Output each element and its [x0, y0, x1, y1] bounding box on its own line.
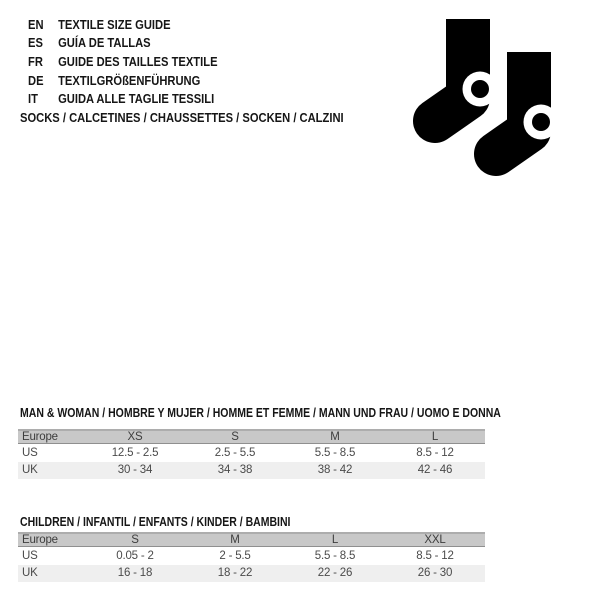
column-header-size: L: [431, 431, 439, 443]
language-code: EN: [28, 16, 44, 32]
heel-ring-inner: [532, 113, 550, 131]
language-row-it: [28, 89, 248, 108]
table-row-uk: [18, 462, 485, 480]
size-table-adult: [18, 429, 485, 479]
row-label: UK: [22, 464, 38, 477]
category-title-line: [20, 109, 396, 125]
size-value: 26 - 30: [417, 567, 453, 580]
column-header-size: M: [330, 431, 340, 443]
sock-back: [435, 19, 498, 121]
column-header-region: Europe: [22, 534, 58, 546]
column-header-region: Europe: [22, 431, 58, 443]
size-value: 2.5 - 5.5: [214, 446, 256, 459]
size-value: 12.5 - 2.5: [111, 446, 159, 459]
guide-title-en: TEXTILE SIZE GUIDE: [58, 16, 171, 32]
column-header-size: XS: [127, 431, 143, 443]
adult-table-title-line: [20, 405, 592, 421]
heel-ring-inner: [471, 80, 489, 98]
language-code: DE: [28, 72, 44, 88]
size-value: 8.5 - 12: [416, 446, 454, 459]
guide-title-de: TEXTILGRÖßENFÜHRUNG: [58, 72, 201, 88]
table-row-us: [18, 444, 485, 462]
guide-title-fr: GUIDE DES TAILLES TEXTILE: [58, 53, 218, 69]
language-list: [28, 15, 248, 108]
size-value: 38 - 42: [317, 464, 353, 477]
guide-title-es: GUÍA DE TALLAS: [58, 35, 151, 51]
sock-front: [496, 52, 559, 154]
guide-title-it: GUIDA ALLE TAGLIE TESSILI: [58, 91, 215, 107]
socks-icon: [400, 10, 580, 195]
size-value: 8.5 - 12: [416, 549, 454, 562]
size-value: 18 - 22: [217, 567, 253, 580]
size-value: 34 - 38: [217, 464, 253, 477]
language-row-fr: [28, 52, 248, 71]
language-code: FR: [28, 53, 43, 69]
row-label: US: [22, 549, 38, 562]
column-header-size: M: [230, 534, 240, 546]
children-table-title-line: [20, 514, 342, 530]
row-label: US: [22, 446, 38, 459]
column-header-size: L: [331, 534, 339, 546]
children-table-title: CHILDREN / INFANTIL / ENFANTS / KINDER / BAMBINI: [20, 515, 291, 529]
column-header-size: XXL: [424, 534, 446, 546]
size-value: 5.5 - 8.5: [314, 446, 356, 459]
column-header-size: S: [131, 534, 139, 546]
language-code: IT: [28, 91, 38, 107]
size-value: 5.5 - 8.5: [314, 549, 356, 562]
language-row-en: [28, 15, 248, 34]
table-header-row: [18, 532, 485, 547]
size-value: 2 - 5.5: [219, 549, 251, 562]
column-header-size: S: [231, 431, 239, 443]
row-label: UK: [22, 567, 38, 580]
size-value: 0.05 - 2: [116, 549, 154, 562]
table-row-us: [18, 547, 485, 565]
language-code: ES: [28, 35, 43, 51]
language-row-de: [28, 71, 248, 90]
size-table-children: [18, 532, 485, 582]
size-value: 30 - 34: [117, 464, 153, 477]
adult-table-title: MAN & WOMAN / HOMBRE Y MUJER / HOMME ET FEMME / MANN UND FRAU / UOMO E DONNA: [20, 406, 501, 420]
category-title: SOCKS / CALCETINES / CHAUSSETTES / SOCKEN / CALZINI: [20, 109, 344, 125]
size-value: 16 - 18: [117, 567, 153, 580]
size-value: 42 - 46: [417, 464, 453, 477]
table-header-row: [18, 429, 485, 444]
language-row-es: [28, 34, 248, 53]
table-row-uk: [18, 565, 485, 583]
size-value: 22 - 26: [317, 567, 353, 580]
